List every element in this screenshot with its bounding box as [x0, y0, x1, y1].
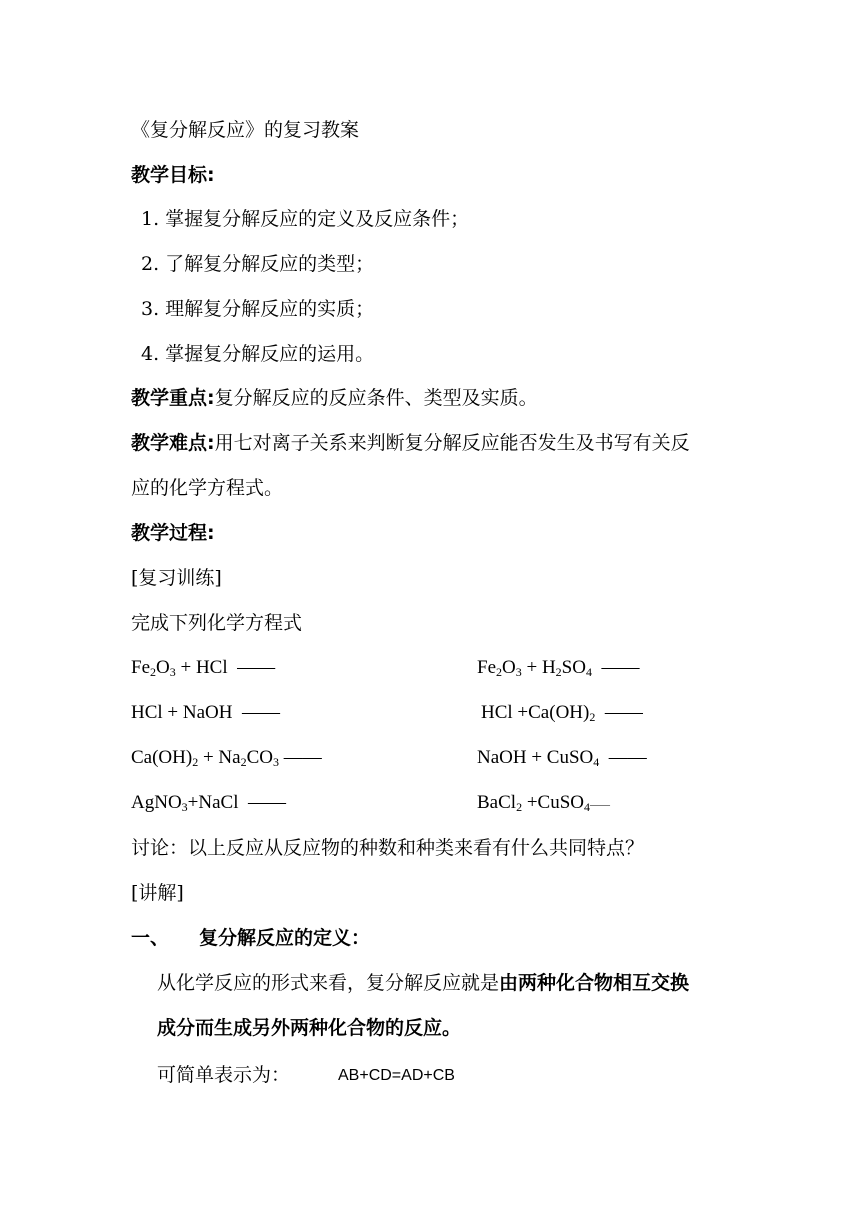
objective-4: 4. 掌握复分解反应的运用。	[141, 343, 375, 365]
objectives-heading: 教学目标:	[131, 164, 215, 186]
equation-left-2: HCl + NaOH ——	[131, 702, 280, 723]
objective-1: 1. 掌握复分解反应的定义及反应条件；	[141, 208, 470, 230]
difficulties-label: 教学难点:	[131, 432, 215, 454]
key-points	[131, 385, 538, 411]
difficulties	[131, 430, 690, 456]
objective-3: 3. 理解复分解反应的实质；	[141, 298, 375, 320]
equation-left-4: AgNO$_3$+NaCl ——	[131, 792, 286, 814]
equation-left-3: $Ca(OH)_2 + Na_2CO_3$ ——	[131, 747, 322, 769]
section-1-heading	[131, 925, 370, 951]
equation-left-1: $Fe_2O_3$ + HCl ——	[131, 657, 276, 679]
review-tag: [复习训练]	[131, 567, 222, 589]
definition-bold: 由两种化合物相互交换	[499, 972, 690, 994]
objective-2: 2. 了解复分解反应的类型；	[141, 253, 375, 275]
equation-right-2: HCl $+Ca(OH)_2$ ——	[481, 702, 643, 724]
lecture-tag: [讲解]	[131, 882, 184, 904]
difficulties-text-1: 用七对离子关系来判断复分解反应能否发生及书写有关反	[214, 432, 690, 454]
process-heading: 教学过程:	[131, 522, 215, 544]
discussion: 讨论：以上反应从反应物的种数和种类来看有什么共同特点？	[131, 837, 645, 859]
simple-representation	[157, 1062, 290, 1088]
equation-right-3: NaOH + CuSO$_4$ ——	[477, 747, 647, 769]
review-instruction: 完成下列化学方程式	[131, 612, 303, 634]
simple-label: 可简单表示为：	[157, 1064, 291, 1086]
simple-formula: AB+CD=AD+CB	[338, 1067, 455, 1084]
section-number: 一、	[131, 927, 170, 949]
equation-right-4: BaCl$_2$ +CuSO$_4$——	[477, 792, 610, 814]
title: 《复分解反应》的复习教案	[131, 119, 360, 141]
definition-line-2: 成分而生成另外两种化合物的反应。	[157, 1017, 462, 1039]
key-points-label: 教学重点:	[131, 387, 215, 409]
equation-right-1: $Fe_2O_3 + H_2SO_4$ ——	[477, 657, 640, 679]
difficulties-text-2: 应的化学方程式。	[131, 477, 284, 499]
definition-prefix: 从化学反应的形式来看，复分解反应就是	[157, 972, 500, 994]
key-points-text: 复分解反应的反应条件、类型及实质。	[214, 387, 538, 409]
section-title: 复分解反应的定义：	[199, 927, 371, 949]
definition-line-1	[157, 970, 689, 996]
